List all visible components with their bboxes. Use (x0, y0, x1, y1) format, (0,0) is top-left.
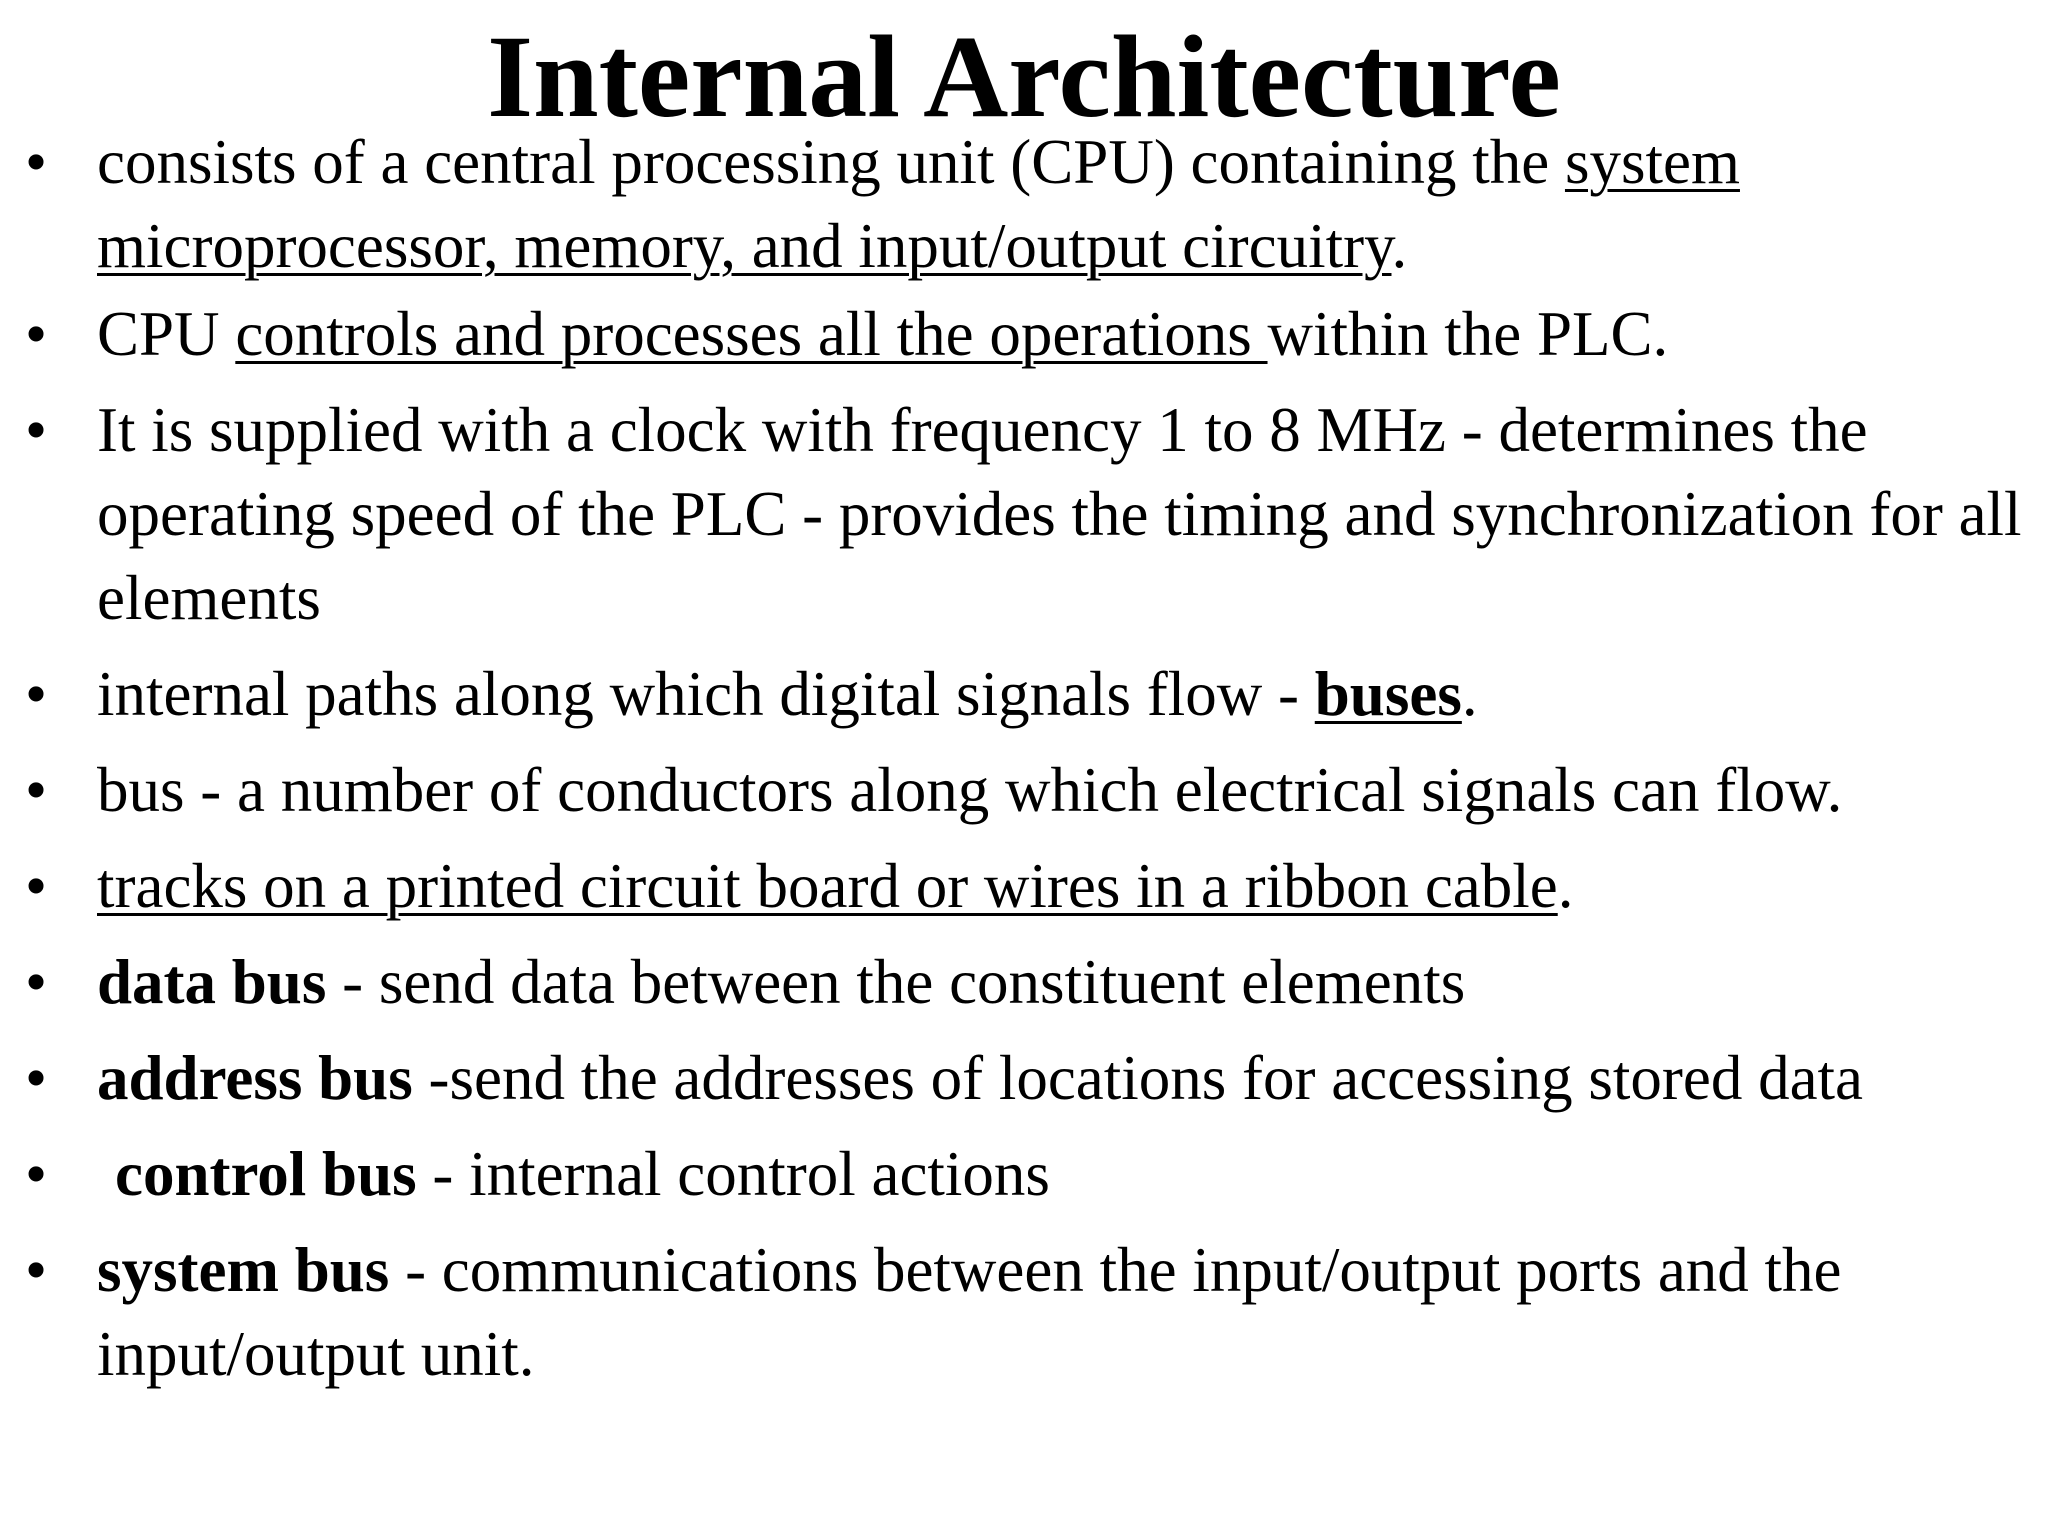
item-text-end: . (1557, 851, 1574, 921)
item-bold-underlined-text: buses (1314, 659, 1462, 729)
item-text: - communications between the input/output ports and the input/output unit. (97, 1235, 1842, 1389)
item-bold-text: system bus (97, 1235, 390, 1305)
item-text-end: . (1461, 659, 1478, 729)
item-underlined-text: tracks on a printed circuit board or wires in a ribbon cable (97, 851, 1558, 921)
bullet-item (0, 1228, 2048, 1396)
item-bold-text: control bus (115, 1139, 417, 1209)
bullet-item (0, 748, 2048, 832)
item-underlined-text: system microprocessor, memory, and input/output circuitry (97, 127, 1740, 281)
bullet-icon: • (24, 851, 48, 921)
bullet-item (0, 652, 2048, 736)
bullet-icon: • (24, 1235, 48, 1305)
bullet-item (0, 292, 2048, 376)
bullet-item (0, 844, 2048, 928)
bullet-icon: • (24, 127, 48, 197)
item-bold-text: data bus (97, 947, 327, 1017)
item-text: - internal control actions (416, 1139, 1050, 1209)
item-text: -send the addresses of locations for accessing stored data (412, 1043, 1864, 1113)
item-text: bus - a number of conductors along which electrical signals can flow. (97, 755, 1843, 825)
bullet-icon: • (24, 1043, 48, 1113)
item-text: It is supplied with a clock with frequency 1 to 8 MHz - determines the operating speed of the PLC - provides the timing and synchronization for all elements (97, 395, 2022, 633)
bullet-icon: • (24, 395, 48, 465)
bullet-item (0, 120, 2048, 288)
item-text: internal paths along which digital signals flow - (97, 659, 1315, 729)
item-text-end: . (1391, 211, 1408, 281)
item-underlined-text: controls and processes all the operations (235, 299, 1268, 369)
bullet-item (0, 940, 2048, 1024)
bullet-item (0, 1132, 2048, 1216)
bullet-icon: • (24, 299, 48, 369)
item-text: consists of a central processing unit (CPU) containing the (97, 127, 1565, 197)
item-bold-text: address bus (97, 1043, 413, 1113)
bullet-list (0, 120, 2048, 1410)
item-text-end: within the PLC. (1267, 299, 1669, 369)
bullet-icon: • (24, 755, 48, 825)
slide-title: Internal Architecture (487, 11, 1561, 142)
bullet-icon: • (24, 1139, 48, 1209)
item-text: - send data between the constituent elements (326, 947, 1466, 1017)
bullet-icon: • (24, 947, 48, 1017)
bullet-item (0, 1036, 2048, 1120)
bullet-icon: • (24, 659, 48, 729)
item-text: CPU (97, 299, 236, 369)
bullet-item (0, 388, 2048, 640)
